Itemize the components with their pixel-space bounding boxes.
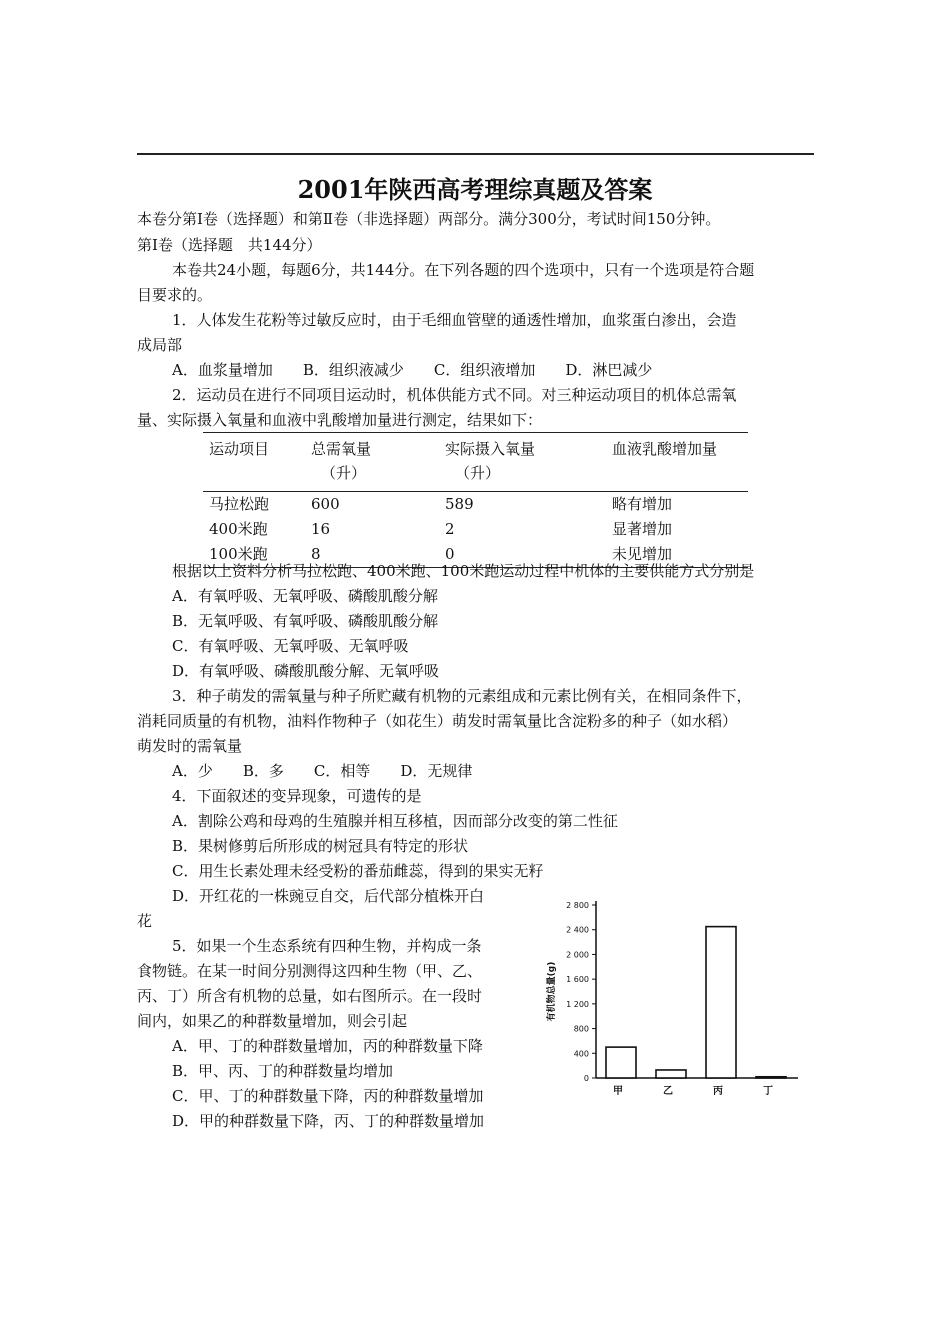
q5-option-d: D．甲的种群数量下降，丙、丁的种群数量增加 [172, 1112, 485, 1130]
q1-options: A．血浆量增加 B．组织液减少 C．组织液增加 D．淋巴减少 [172, 361, 653, 379]
y-tick-label: 2 400 [566, 925, 589, 935]
table-cell: 马拉松跑 [209, 495, 270, 513]
header-event: 运动项目 [203, 433, 305, 492]
q2-stem-line-2: 量、实际摄入氧量和血液中乳酸增加量进行测定，结果如下： [137, 411, 543, 429]
table-cell: 100米跑 [203, 542, 305, 568]
q5-option-b: B．甲、丙、丁的种群数量均增加 [172, 1062, 394, 1080]
q4-option-c: C．用生长素处理未经受粉的番茄雌蕊，得到的果实无籽 [172, 862, 544, 880]
organic-matter-bar-chart [540, 895, 810, 1105]
q4-stem: 4．下面叙述的变异现象，可遗传的是 [172, 787, 422, 805]
oxygen-table [203, 432, 748, 568]
q4-option-d-line-2: 花 [137, 912, 153, 930]
y-tick-label: 800 [573, 1024, 589, 1034]
q5-stem-line-1: 5．如果一个生态系统有四种生物，并构成一条 [172, 937, 482, 955]
x-tick-label: 甲 [613, 1086, 623, 1097]
x-tick-label: 丁 [763, 1086, 773, 1097]
q3-stem-line-3: 萌发时的需氧量 [137, 737, 243, 755]
q5-stem-line-4: 间内，如果乙的种群数量增加，则会引起 [137, 1012, 408, 1030]
table-cell: 略有增加 [612, 495, 673, 513]
q3-options: A．少 B．多 C．相等 D．无规律 [172, 762, 473, 780]
q2-option-d: D．有氧呼吸、磷酸肌酸分解、无氧呼吸 [172, 662, 440, 680]
bar-乙 [656, 1070, 686, 1078]
bar-丁 [756, 1077, 786, 1078]
table-cell: 0 [439, 542, 606, 568]
x-tick-label: 乙 [663, 1086, 673, 1097]
q4-option-a: A．割除公鸡和母鸡的生殖腺并相互移植，因而部分改变的第二性征 [172, 812, 618, 830]
table-cell: 600 [311, 495, 340, 513]
y-tick-label: 1 200 [566, 999, 589, 1009]
y-tick-label: 0 [583, 1074, 589, 1083]
header-actual-oxygen [439, 433, 606, 492]
q2-option-a: A．有氧呼吸、无氧呼吸、磷酸肌酸分解 [172, 587, 438, 605]
q4-option-d-line-1: D．开红花的一株豌豆自交，后代部分植株开白 [172, 887, 485, 905]
q5-stem-line-2: 食物链。在某一时间分别测得这四种生物（甲、乙、 [137, 962, 483, 980]
table-row [203, 492, 748, 518]
table-row [203, 517, 748, 542]
header-unit: （升） [321, 464, 367, 482]
q2-question: 根据以上资料分析马拉松跑、400米跑、100米跑运动过程中机体的主要供能方式分别是 [172, 562, 755, 580]
q4-option-b: B．果树修剪后所形成的树冠具有特定的形状 [172, 837, 469, 855]
x-tick-label: 丙 [713, 1086, 723, 1097]
page-title: 2001年陕西高考理综真题及答案 [297, 175, 653, 204]
table-cell: 16 [311, 520, 331, 538]
q5-option-c: C．甲、丁的种群数量下降，丙的种群数量增加 [172, 1087, 484, 1105]
instructions-line-2: 目要求的。 [137, 286, 213, 304]
header-unit: （升） [455, 464, 501, 482]
header-actual-oxygen-label: 实际摄入氧量 [445, 440, 536, 458]
y-axis-label: 有机物总量(g) [547, 961, 557, 1022]
instructions-line-1: 本卷共24小题，每题6分，共144分。在下列各题的四个选项中，只有一个选项是符合题 [172, 261, 755, 279]
q1-stem-line-2: 成局部 [137, 336, 183, 354]
header-lactate: 血液乳酸增加量 [606, 433, 748, 492]
y-tick-label: 400 [573, 1049, 589, 1059]
table-header-row [203, 433, 748, 492]
table-cell: 显著增加 [612, 520, 673, 538]
bar-丙 [706, 927, 736, 1078]
q2-option-b: B．无氧呼吸、有氧呼吸、磷酸肌酸分解 [172, 612, 439, 630]
q3-stem-line-1: 3．种子萌发的需氧量与种子所贮藏有机物的元素组成和元素比例有关，在相同条件下， [172, 687, 752, 705]
table-cell: 未见增加 [606, 542, 748, 568]
q5-stem-line-3: 丙、丁）所含有机物的总量，如右图所示。在一段时 [137, 987, 483, 1005]
y-tick-label: 2 000 [566, 950, 589, 960]
table-cell: 589 [445, 495, 474, 513]
top-rule [137, 153, 814, 155]
y-tick-label: 2 800 [566, 901, 589, 910]
q2-option-c: C．有氧呼吸、无氧呼吸、无氧呼吸 [172, 637, 409, 655]
y-tick-label: 1 600 [566, 975, 589, 985]
intro-text: 本卷分第Ⅰ卷（选择题）和第Ⅱ卷（非选择题）两部分。满分300分，考试时间150分钟。 [137, 210, 721, 228]
q1-stem-line-1: 1．人体发生花粉等过敏反应时，由于毛细血管壁的通透性增加，血浆蛋白渗出，会造 [172, 311, 737, 329]
table-cell: 8 [305, 542, 439, 568]
q5-option-a: A．甲、丁的种群数量增加，丙的种群数量下降 [172, 1037, 483, 1055]
part-heading: 第Ⅰ卷（选择题 共144分） [137, 236, 322, 254]
table-cell: 2 [445, 520, 455, 538]
header-total-oxygen [305, 433, 439, 492]
q2-stem-line-1: 2．运动员在进行不同项目运动时，机体供能方式不同。对三种运动项目的机体总需氧 [172, 386, 737, 404]
bar-甲 [606, 1047, 636, 1078]
table-cell: 400米跑 [209, 520, 268, 538]
header-total-oxygen-label: 总需氧量 [311, 440, 372, 458]
q3-stem-line-2: 消耗同质量的有机物，油料作物种子（如花生）萌发时需氧量比含淀粉多的种子（如水稻） [137, 712, 738, 730]
